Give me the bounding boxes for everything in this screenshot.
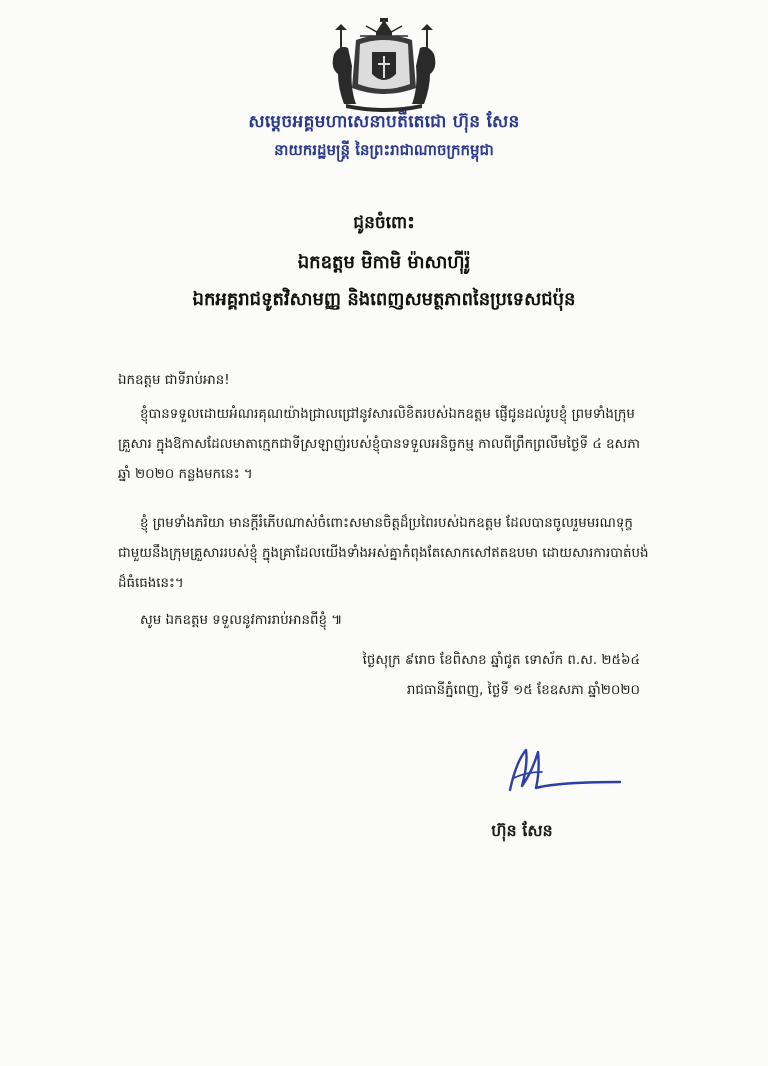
solar-date: រាជធានីភ្នំពេញ, ថ្ងៃទី ១៥ ខែឧសភា ឆ្នាំ២០២០	[406, 683, 640, 698]
signer-name: ហ៊ុន សែន	[491, 821, 553, 840]
letterhead-name: សម្តេចអគ្គមហាសេនាបតីតេជោ ហ៊ុន សែន	[248, 112, 520, 132]
handwritten-signature	[498, 742, 624, 800]
addressee-title: ឯកអគ្គរាជទូតវិសាមញ្ញ និងពេញសមត្ថភាពនៃប្រទេសជប៉ុន	[192, 289, 576, 310]
closing-line: សូម ឯកឧត្តម ទទួលនូវការរាប់អានពីខ្ញុំ ៕	[140, 613, 343, 628]
addressee-to: ជូនចំពោះ	[353, 213, 415, 233]
salutation: ឯកឧត្តម ជាទីរាប់អាន!	[118, 373, 230, 388]
body-paragraph-2: ខ្ញុំ ព្រមទាំងភរិយា មានក្តីរំភើបណាស់ចំពោះសមានចិត្តដ៏ប្រពៃរបស់ឯកឧត្តម ដែលបានចូលរួមមរណទុក្ខជាមួយនឹងក្រុមគ្រួសាររបស់ខ្ញុំ ក្នុងគ្រាដែលយើងទាំងអស់គ្នាកំពុងតែសោកសៅឥតឧបមា ដោយសារការបាត់បង់ដ៏ធំធេងនេះ។	[118, 516, 649, 591]
lunar-date: ថ្ងៃសុក្រ ៩រោច ខែពិសាខ ឆ្នាំជូត ទោស័ក ព.ស. ២៥៦៤	[362, 653, 640, 668]
letterhead-title: នាយករដ្ឋមន្ត្រី នៃព្រះរាជាណាចក្រកម្ពុជា	[274, 141, 494, 159]
body-paragraph-1: ខ្ញុំបានទទួលដោយអំណរគុណយ៉ាងជ្រាលជ្រៅនូវសារលិខិតរបស់ឯកឧត្តម ផ្ញើជូនដល់រូបខ្ញុំ ព្រមទាំងក្រុមគ្រួសារ ក្នុងឱកាសដែលមាតាក្មេកជាទីស្រឡាញ់របស់ខ្ញុំបានទទួលអនិច្ចកម្ម កាលពីព្រឹកព្រលឹមថ្ងៃទី ៤ ឧសភា ឆ្នាំ ២០២០ កន្លងមកនេះ ។	[118, 407, 641, 482]
royal-coat-of-arms-icon	[326, 18, 442, 114]
addressee-name: ឯកឧត្តម មិកាមិ ម៉ាសាហ៊ីរ៉ូ	[297, 252, 471, 273]
